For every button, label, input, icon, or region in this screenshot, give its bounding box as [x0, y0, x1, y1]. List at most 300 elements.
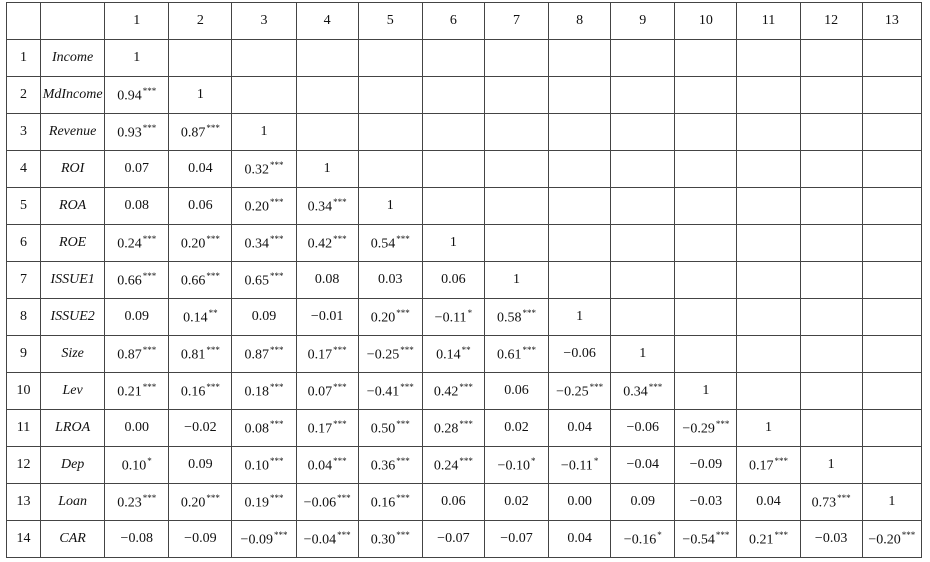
empty-cell: [800, 262, 862, 299]
significance-stars: ***: [270, 455, 284, 466]
empty-cell: [422, 151, 484, 188]
table-row: [7, 410, 922, 447]
significance-stars: ***: [396, 233, 410, 244]
correlation-value: 0.14: [183, 310, 208, 326]
row-number: 11: [7, 410, 41, 447]
correlation-value: −0.09: [184, 531, 217, 546]
correlation-cell: [296, 225, 358, 262]
significance-stars: ***: [273, 529, 288, 540]
row-variable-name: Loan: [41, 484, 105, 521]
correlation-cell: [422, 521, 484, 558]
correlation-value: 0.24: [117, 236, 142, 252]
correlation-value: 0.08: [314, 272, 340, 287]
empty-cell: [800, 336, 862, 373]
significance-stars: **: [208, 307, 218, 318]
significance-stars: ***: [648, 381, 663, 392]
significance-stars: ***: [270, 196, 284, 207]
table-row: [7, 373, 922, 410]
correlation-value: −0.54: [682, 532, 715, 548]
significance-stars: ***: [396, 529, 410, 540]
correlation-cell: [358, 336, 422, 373]
empty-cell: [484, 114, 548, 151]
correlation-value: 0.10: [121, 458, 147, 474]
correlation-value: 0.34: [623, 384, 648, 400]
correlation-value: 0.16: [180, 384, 206, 400]
empty-cell: [611, 40, 675, 77]
correlation-value: −0.11: [434, 310, 467, 326]
empty-cell: [169, 40, 232, 77]
correlation-value: 1: [386, 198, 394, 213]
significance-stars: ***: [270, 270, 284, 281]
correlation-cell: [737, 447, 800, 484]
significance-stars: ***: [206, 492, 220, 503]
significance-stars: *: [467, 307, 473, 318]
correlation-cell: [105, 447, 169, 484]
significance-stars: ***: [522, 307, 536, 318]
significance-stars: ***: [837, 492, 851, 503]
column-header-10: 10: [675, 3, 737, 40]
empty-cell: [422, 77, 484, 114]
empty-cell: [675, 151, 737, 188]
correlation-value: 1: [702, 383, 710, 398]
correlation-value: 1: [260, 124, 268, 139]
correlation-cell: [232, 410, 296, 447]
correlation-table: [6, 2, 922, 558]
correlation-cell: [105, 114, 169, 151]
empty-cell: [232, 77, 296, 114]
row-variable-name: Dep: [41, 447, 105, 484]
empty-cell: [737, 114, 800, 151]
correlation-cell: [169, 336, 232, 373]
empty-cell: [549, 77, 611, 114]
correlation-value: 0.20: [370, 310, 396, 326]
correlation-cell: [232, 484, 296, 521]
correlation-value: 0.07: [124, 161, 149, 176]
correlation-cell: [675, 521, 737, 558]
correlation-cell: [105, 336, 169, 373]
correlation-cell: [296, 299, 358, 336]
correlation-cell: [169, 77, 232, 114]
significance-stars: ***: [206, 381, 220, 392]
correlation-value: 0.04: [756, 494, 781, 509]
empty-cell: [549, 225, 611, 262]
row-number: 6: [7, 225, 41, 262]
correlation-cell: [232, 336, 296, 373]
row-variable-name: ROI: [41, 151, 105, 188]
correlation-cell: [169, 114, 232, 151]
correlation-value: 1: [513, 272, 520, 287]
correlation-cell: [484, 410, 548, 447]
correlation-value: −0.01: [310, 309, 344, 324]
correlation-value: −0.03: [689, 494, 723, 509]
table-row: [7, 299, 922, 336]
correlation-cell: [232, 262, 296, 299]
correlation-value: 0.23: [117, 495, 142, 511]
correlation-cell: [296, 262, 358, 299]
correlation-cell: [484, 447, 548, 484]
correlation-value: −0.25: [556, 384, 589, 400]
correlation-value: 0.06: [188, 198, 213, 213]
correlation-cell: [169, 262, 232, 299]
row-variable-name: CAR: [41, 521, 105, 558]
correlation-cell: [484, 484, 548, 521]
table-row: [7, 336, 922, 373]
significance-stars: ***: [270, 492, 284, 503]
significance-stars: ***: [270, 418, 284, 429]
correlation-cell: [484, 299, 548, 336]
empty-cell: [862, 114, 921, 151]
empty-cell: [358, 151, 422, 188]
empty-cell: [611, 114, 675, 151]
correlation-value: 0.08: [124, 198, 149, 213]
column-header-9: 9: [611, 3, 675, 40]
correlation-cell: [422, 410, 484, 447]
column-header-7: 7: [484, 3, 548, 40]
correlation-value: 0.20: [244, 199, 269, 215]
empty-cell: [737, 40, 800, 77]
significance-stars: ***: [901, 529, 916, 540]
column-header-1: 1: [105, 3, 169, 40]
correlation-cell: [358, 225, 422, 262]
correlation-cell: [169, 447, 232, 484]
correlation-cell: [737, 484, 800, 521]
correlation-cell: [296, 151, 358, 188]
empty-cell: [862, 410, 921, 447]
correlation-cell: [611, 373, 675, 410]
correlation-value: 0.09: [630, 494, 655, 509]
correlation-cell: [675, 484, 737, 521]
empty-cell: [358, 77, 422, 114]
correlation-cell: [422, 447, 484, 484]
empty-cell: [484, 77, 548, 114]
correlation-value: 0.06: [504, 383, 529, 398]
empty-cell: [800, 188, 862, 225]
correlation-value: 0.18: [244, 384, 269, 400]
correlation-cell: [358, 447, 422, 484]
row-variable-name: LROA: [41, 410, 105, 447]
correlation-value: 0.02: [504, 494, 529, 509]
correlation-cell: [611, 410, 675, 447]
column-header-12: 12: [800, 3, 862, 40]
significance-stars: ***: [142, 492, 157, 503]
correlation-value: −0.07: [437, 531, 470, 546]
row-number: 9: [7, 336, 41, 373]
correlation-value: −0.25: [366, 347, 400, 363]
empty-cell: [737, 299, 800, 336]
significance-stars: ***: [206, 122, 220, 133]
correlation-cell: [232, 225, 296, 262]
empty-cell: [862, 151, 921, 188]
correlation-value: −0.41: [366, 384, 400, 400]
row-variable-name: Income: [41, 40, 105, 77]
correlation-value: 0.09: [188, 457, 213, 472]
correlation-value: 0.66: [180, 273, 206, 289]
correlation-value: 0.04: [188, 161, 213, 176]
correlation-value: 0.07: [307, 384, 333, 400]
row-variable-name: ROA: [41, 188, 105, 225]
empty-cell: [611, 151, 675, 188]
correlation-cell: [296, 447, 358, 484]
correlation-value: 0.17: [307, 421, 333, 437]
empty-cell: [358, 40, 422, 77]
empty-cell: [737, 262, 800, 299]
correlation-value: 0.54: [370, 236, 396, 252]
correlation-cell: [296, 410, 358, 447]
correlation-value: 0.21: [117, 384, 142, 400]
row-variable-name: ROE: [41, 225, 105, 262]
correlation-value: 0.06: [441, 272, 466, 287]
empty-cell: [862, 373, 921, 410]
correlation-value: 0.87: [117, 347, 142, 363]
correlation-cell: [800, 447, 862, 484]
correlation-value: 0.19: [244, 495, 269, 511]
correlation-cell: [422, 484, 484, 521]
correlation-cell: [484, 521, 548, 558]
correlation-cell: [422, 299, 484, 336]
empty-cell: [611, 77, 675, 114]
correlation-value: −0.06: [626, 420, 659, 435]
empty-cell: [737, 77, 800, 114]
correlation-value: 0.08: [244, 421, 269, 437]
correlation-value: −0.04: [626, 457, 659, 472]
empty-cell: [737, 373, 800, 410]
correlation-value: −0.09: [240, 532, 273, 548]
correlation-cell: [105, 188, 169, 225]
empty-cell: [232, 40, 296, 77]
correlation-cell: [105, 521, 169, 558]
correlation-cell: [358, 410, 422, 447]
correlation-cell: [296, 373, 358, 410]
correlation-value: −0.08: [120, 531, 153, 546]
correlation-value: −0.29: [682, 421, 715, 437]
correlation-value: −0.07: [500, 531, 533, 546]
row-variable-name: Revenue: [41, 114, 105, 151]
significance-stars: *: [530, 455, 536, 466]
empty-cell: [675, 225, 737, 262]
row-number: 5: [7, 188, 41, 225]
correlation-value: −0.16: [623, 532, 657, 548]
correlation-value: 0.20: [180, 495, 206, 511]
correlation-cell: [169, 225, 232, 262]
correlation-cell: [105, 225, 169, 262]
correlation-cell: [105, 262, 169, 299]
correlation-value: 0.30: [370, 532, 396, 548]
correlation-value: 0.20: [180, 236, 206, 252]
correlation-value: −0.02: [184, 420, 217, 435]
empty-cell: [549, 40, 611, 77]
correlation-cell: [422, 262, 484, 299]
correlation-value: 1: [133, 50, 141, 65]
correlation-value: 0.03: [378, 272, 403, 287]
correlation-cell: [549, 410, 611, 447]
correlation-cell: [737, 521, 800, 558]
significance-stars: ***: [333, 455, 347, 466]
correlation-cell: [422, 373, 484, 410]
empty-cell: [549, 114, 611, 151]
empty-cell: [675, 114, 737, 151]
significance-stars: ***: [400, 344, 414, 355]
row-variable-name: ISSUE2: [41, 299, 105, 336]
column-header-3: 3: [232, 3, 296, 40]
significance-stars: ***: [715, 418, 730, 429]
correlation-cell: [549, 336, 611, 373]
significance-stars: ***: [333, 344, 347, 355]
correlation-value: 0.65: [244, 273, 269, 289]
empty-cell: [484, 40, 548, 77]
significance-stars: ***: [774, 455, 788, 466]
column-header-11: 11: [737, 3, 800, 40]
significance-stars: ***: [400, 381, 414, 392]
correlation-cell: [358, 373, 422, 410]
empty-cell: [675, 77, 737, 114]
empty-cell: [296, 40, 358, 77]
correlation-cell: [675, 373, 737, 410]
empty-cell: [800, 40, 862, 77]
correlation-cell: [422, 336, 484, 373]
empty-cell: [611, 188, 675, 225]
correlation-value: 0.09: [124, 309, 149, 324]
empty-cell: [675, 40, 737, 77]
correlation-cell: [105, 410, 169, 447]
header-row: [7, 3, 922, 40]
table-row: [7, 77, 922, 114]
significance-stars: ***: [396, 492, 410, 503]
correlation-cell: [549, 484, 611, 521]
empty-cell: [800, 151, 862, 188]
empty-cell: [862, 299, 921, 336]
correlation-cell: [169, 151, 232, 188]
column-header-4: 4: [296, 3, 358, 40]
row-variable-name: ISSUE1: [41, 262, 105, 299]
correlation-value: 0.17: [749, 458, 774, 474]
empty-cell: [862, 188, 921, 225]
significance-stars: *: [147, 455, 152, 466]
correlation-value: 1: [449, 235, 457, 250]
row-number: 12: [7, 447, 41, 484]
empty-cell: [611, 225, 675, 262]
correlation-value: 1: [576, 309, 584, 324]
correlation-value: −0.20: [868, 532, 901, 548]
correlation-cell: [862, 484, 921, 521]
empty-cell: [422, 114, 484, 151]
correlation-value: 0.87: [244, 347, 269, 363]
significance-stars: ***: [333, 196, 347, 207]
column-header-5: 5: [358, 3, 422, 40]
correlation-value: 0.00: [567, 494, 592, 509]
empty-cell: [862, 262, 921, 299]
correlation-cell: [358, 262, 422, 299]
row-number: 14: [7, 521, 41, 558]
table-row: [7, 521, 922, 558]
empty-cell: [862, 336, 921, 373]
correlation-cell: [549, 373, 611, 410]
correlation-value: −0.11: [560, 458, 593, 474]
correlation-value: 0.34: [244, 236, 269, 252]
correlation-value: 0.58: [497, 310, 522, 326]
correlation-cell: [296, 188, 358, 225]
table-row: [7, 262, 922, 299]
correlation-cell: [611, 336, 675, 373]
significance-stars: **: [461, 344, 471, 355]
correlation-cell: [105, 299, 169, 336]
correlation-value: −0.03: [814, 531, 848, 546]
correlation-cell: [169, 299, 232, 336]
significance-stars: ***: [333, 381, 347, 392]
correlation-value: −0.06: [303, 495, 337, 511]
column-header-8: 8: [549, 3, 611, 40]
correlation-cell: [296, 484, 358, 521]
correlation-value: 0.81: [180, 347, 206, 363]
significance-stars: ***: [142, 270, 157, 281]
significance-stars: ***: [459, 455, 473, 466]
significance-stars: ***: [333, 233, 347, 244]
correlation-cell: [737, 410, 800, 447]
correlation-value: 0.09: [251, 309, 277, 324]
correlation-value: 0.93: [117, 125, 142, 141]
empty-cell: [296, 77, 358, 114]
correlation-value: 0.94: [117, 88, 142, 104]
row-variable-name: Size: [41, 336, 105, 373]
correlation-cell: [232, 373, 296, 410]
significance-stars: ***: [142, 122, 157, 133]
column-header-6: 6: [422, 3, 484, 40]
correlation-value: 0.42: [307, 236, 333, 252]
significance-stars: ***: [715, 529, 730, 540]
correlation-value: 1: [196, 87, 204, 102]
table-row: [7, 114, 922, 151]
correlation-value: 0.32: [244, 162, 269, 178]
correlation-cell: [800, 521, 862, 558]
significance-stars: ***: [142, 85, 157, 96]
correlation-cell: [169, 521, 232, 558]
correlation-cell: [549, 521, 611, 558]
significance-stars: *: [593, 455, 599, 466]
correlation-value: 0.10: [244, 458, 269, 474]
correlation-cell: [105, 151, 169, 188]
empty-cell: [862, 447, 921, 484]
correlation-cell: [169, 373, 232, 410]
significance-stars: ***: [459, 381, 473, 392]
empty-cell: [549, 151, 611, 188]
correlation-cell: [358, 188, 422, 225]
empty-cell: [358, 114, 422, 151]
correlation-value: 0.73: [811, 495, 837, 511]
significance-stars: ***: [142, 381, 157, 392]
significance-stars: ***: [142, 344, 157, 355]
table-row: [7, 225, 922, 262]
empty-cell: [800, 373, 862, 410]
empty-cell: [611, 262, 675, 299]
column-header-13: 13: [862, 3, 921, 40]
correlation-value: −0.10: [497, 458, 530, 474]
significance-stars: *: [657, 529, 662, 540]
correlation-value: 0.04: [307, 458, 333, 474]
correlation-value: 0.02: [504, 420, 529, 435]
empty-cell: [862, 40, 921, 77]
correlation-cell: [169, 484, 232, 521]
correlation-cell: [484, 373, 548, 410]
significance-stars: ***: [774, 529, 788, 540]
empty-cell: [800, 77, 862, 114]
correlation-cell: [169, 188, 232, 225]
correlation-cell: [232, 299, 296, 336]
correlation-cell: [611, 521, 675, 558]
correlation-cell: [105, 40, 169, 77]
significance-stars: ***: [206, 344, 220, 355]
significance-stars: ***: [396, 418, 410, 429]
empty-cell: [675, 262, 737, 299]
significance-stars: ***: [142, 233, 157, 244]
